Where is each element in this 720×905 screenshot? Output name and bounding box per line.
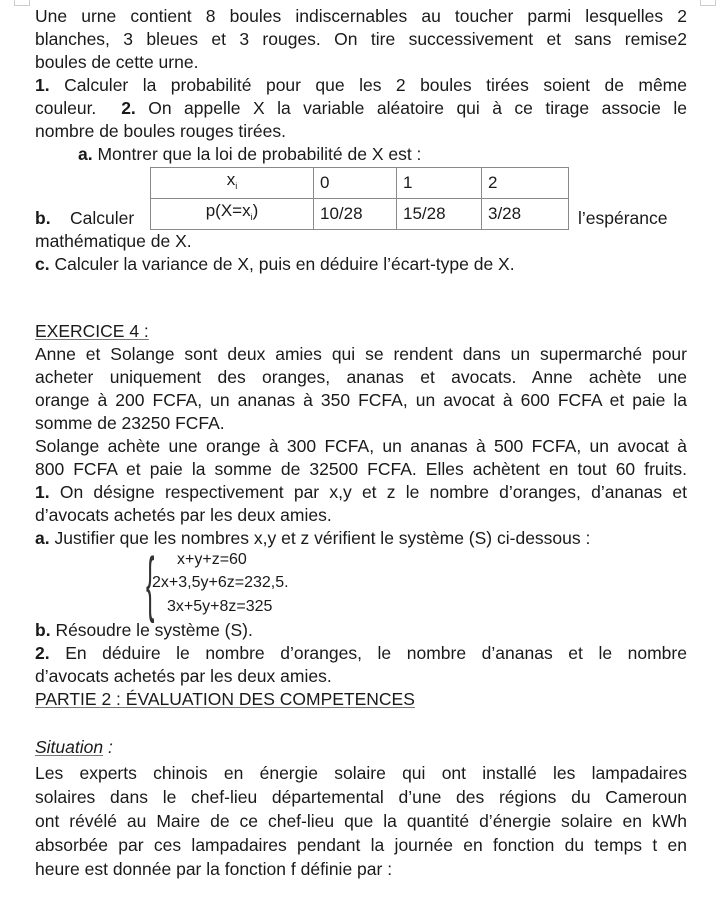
ex3-intro-line-3: boules de cette urne. [35,52,199,72]
table-cell-p2: 3/28 [482,199,569,230]
system-equation-3: 3x+5y+8z=325 [167,598,273,615]
ex4-title [35,320,687,343]
ex3-qb-line-2: mathématique de X. [35,231,192,251]
situation-label: Situation [35,737,104,757]
situation-line-2: solaires dans le chef-lieu départemental d’une des régions du Cameroun [35,787,687,807]
situation-line-3: ont révélé au Maire de ce chef-lieu que la quantité d’énergie solaire en kWh [35,811,687,831]
ex4-qb-number: b. [35,620,51,640]
ex3-q2-line-3: nombre de boules rouges tirées. [35,121,286,141]
ex4-line-4: somme de 23250 FCFA. [35,413,225,433]
table-header-p: $p(X=x_i)$ [151,199,314,230]
ex4-line-3: orange à 200 FCFA, un ananas à 350 FCFA, un avocat à 600 FCFA et paie la [35,390,687,410]
table-cell-p1: 15/28 [397,199,482,230]
ex4-line-2: acheter uniquement des oranges, ananas et avocats. Anne achète une [35,367,687,387]
table-cell-x1: 1 [397,168,482,199]
partie2-title-text: PARTIE 2 : ÉVALUATION DES COMPETENCES [35,689,415,709]
ex4-q2-line-2: d’avocats achetés par les deux amies. [35,666,332,686]
ex4-qa-text: Justifier que les nombres x,y et z vérifient le système (S) ci-dessous : [54,528,591,548]
table-row-values [151,168,569,199]
situation-line-5: heure est donnée par la fonction f définie par : [35,859,393,879]
ex4-qb-line [35,619,687,642]
situation-line-4: absorbée par ces lampadaires pendant la journée en fonction du temps t en [35,835,687,855]
ex3-q2-number: 2. [121,98,136,118]
partie2-title [35,688,687,711]
ex3-qb-number: b. [35,208,51,228]
ex4-q2-line-1 [35,642,687,665]
ex4-qa-number: a. [35,528,50,548]
ex3-qa-line [78,143,720,166]
table-cell-p0: 10/28 [314,199,397,230]
ex4-line-6: 800 FCFA et paie la somme de 32500 FCFA. Elles achètent en tout 60 fruits. [35,459,687,479]
page-corner-right [700,0,716,6]
table-cell-x2: 2 [482,168,569,199]
ex4-q1-number: 1. [35,482,50,502]
ex3-qb-text-post: l’espérance [578,208,668,228]
ex3-qc-line [35,253,687,276]
ex4-qa-line [35,527,687,550]
probability-table [150,167,569,230]
ex4-q2-text: En déduire le nombre d’oranges, le nombre d’ananas et le nombre [65,643,687,663]
situation-heading [35,736,687,759]
ex3-qc-text: Calculer la variance de X, puis en déduire l’écart-type de X. [54,254,515,274]
ex4-q1-text: On désigne respectivement par x,y et z le nombre d’oranges, d’ananas et [59,482,687,502]
ex3-q1-line-1 [35,74,687,97]
situation-colon: : [103,737,113,757]
table-row-probabilities [151,199,569,230]
ex3-q1-number: 1. [35,75,50,95]
ex3-q1-q2-line [35,97,687,120]
ex3-intro-line-1: Une urne contient 8 boules indiscernables au toucher parmi lesquelles 2 [35,6,687,26]
ex3-q1-text: Calculer la probabilité pour que les 2 boules tirées soient de même [64,75,687,95]
ex3-intro-line-2: blanches, 3 bleues et 3 rouges. On tire successivement et sans remise2 [35,29,687,49]
ex4-title-text: EXERCICE 4 : [35,321,149,341]
ex4-line-1: Anne et Solange sont deux amies qui se rendent dans un supermarché pour [35,344,687,364]
ex3-q1-text-end: couleur. [35,98,97,118]
ex4-q2-number: 2. [35,643,50,663]
table-header-x: $x_i$ [151,168,314,199]
system-equation-2: 2x+3,5y+6z=232,5. [152,574,289,591]
page-corner-left [14,0,30,6]
system-equation-1: x+y+z=60 [177,551,247,568]
table-cell-x0: 0 [314,168,397,199]
situation-line-1: Les experts chinois en énergie solaire qui ont installé les lampadaires [35,763,687,783]
ex3-q2-text: On appelle X la variable aléatoire qui à ce tirage associe le [148,98,687,118]
ex3-qa-number: a. [78,144,93,164]
ex4-q1-line-1 [35,481,687,504]
ex4-line-5: Solange achète une orange à 300 FCFA, un ananas à 500 FCFA, un avocat à [35,436,687,456]
ex4-q1-line-2: d’avocats achetés par les deux amies. [35,505,332,525]
system-brace-icon: { [146,544,155,624]
ex3-qa-text: Montrer que la loi de probabilité de X est : [97,144,422,164]
ex3-qb-prefix [35,207,134,230]
ex4-qb-text: Résoudre le système (S). [55,620,253,640]
ex3-qc-number: c. [35,254,50,274]
ex3-qb-text-pre: Calculer [70,208,135,228]
